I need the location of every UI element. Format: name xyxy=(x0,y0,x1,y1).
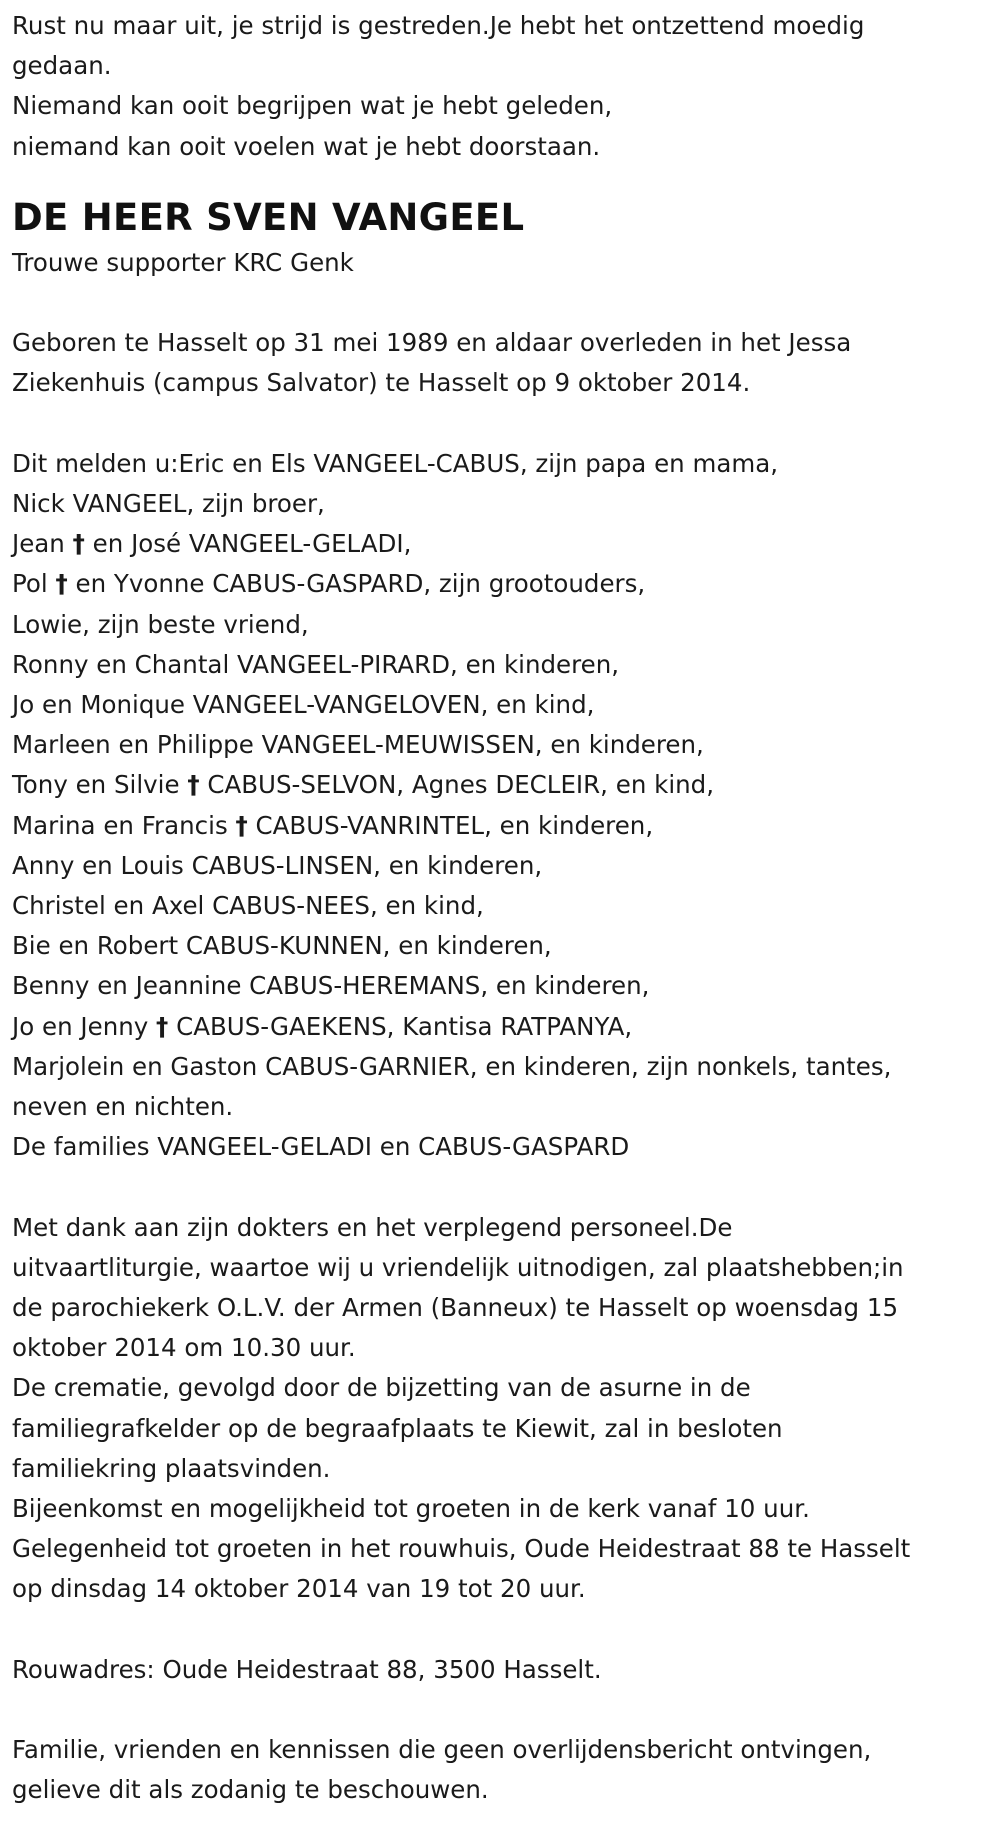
family-text: CABUS-GAEKENS, Kantisa RATPANYA, xyxy=(168,1011,633,1041)
closing-paragraph xyxy=(12,1730,996,1810)
poem-line: Niemand kan ooit begrijpen wat je hebt geleden, xyxy=(12,91,613,121)
family-line: Marjolein en Gaston CABUS-GARNIER, en kinderen, zijn nonkels, tantes, xyxy=(12,1051,892,1081)
deceased-name: DE HEER SVEN VANGEEL xyxy=(12,195,525,239)
family-line: Lowie, zijn beste vriend, xyxy=(12,609,309,639)
spacer xyxy=(12,404,996,444)
family-line: Bie en Robert CABUS-KUNNEN, en kinderen, xyxy=(12,931,552,961)
ceremony-paragraph xyxy=(12,1208,996,1610)
family-text: Jo en Jenny xyxy=(12,1011,157,1041)
ceremony-line: Met dank aan zijn dokters en het verplegend personeel.De xyxy=(12,1212,733,1242)
family-line: Anny en Louis CABUS-LINSEN, en kinderen, xyxy=(12,850,543,880)
deceased-subtitle: Trouwe supporter KRC Genk xyxy=(12,247,354,277)
cross-icon: † xyxy=(156,1011,169,1041)
cross-icon: † xyxy=(235,810,248,840)
closing-line: Familie, vrienden en kennissen die geen overlijdensbericht ontvingen, xyxy=(12,1735,872,1765)
family-line: Marleen en Philippe VANGEEL-MEUWISSEN, en kinderen, xyxy=(12,730,704,760)
family-line: neven en nichten. xyxy=(12,1092,234,1122)
family-text: Jean xyxy=(12,529,73,559)
ceremony-line: oktober 2014 om 10.30 uur. xyxy=(12,1333,356,1363)
ceremony-line: de parochiekerk O.L.V. der Armen (Banneux) te Hasselt op woensdag 15 xyxy=(12,1293,899,1323)
family-text: en Yvonne CABUS-GASPARD, zijn grootouders, xyxy=(67,569,646,599)
cross-icon: † xyxy=(72,529,85,559)
poem-line: gedaan. xyxy=(12,51,112,81)
family-line xyxy=(12,806,996,846)
family-line: Nick VANGEEL, zijn broer, xyxy=(12,489,325,518)
family-line: Benny en Jeannine CABUS-HEREMANS, en kinderen, xyxy=(12,971,650,1001)
cross-icon: † xyxy=(187,770,200,800)
birth-line: Ziekenhuis (campus Salvator) te Hasselt op 9 oktober 2014. xyxy=(12,368,751,398)
family-line: Dit melden u:Eric en Els VANGEEL-CABUS, zijn papa en mama, xyxy=(12,448,779,478)
family-line: De families VANGEEL-GELADI en CABUS-GASPARD xyxy=(12,1132,630,1162)
family-line xyxy=(12,524,996,564)
ceremony-line: De crematie, gevolgd door de bijzetting van de asurne in de xyxy=(12,1373,751,1403)
death-notice xyxy=(12,6,996,1811)
cross-icon: † xyxy=(55,569,68,599)
spacer xyxy=(12,1167,996,1207)
ceremony-line: Gelegenheid tot groeten in het rouwhuis, Oude Heidestraat 88 te Hasselt xyxy=(12,1534,911,1564)
family-line xyxy=(12,1007,996,1047)
family-text: Tony en Silvie xyxy=(12,770,188,800)
family-line xyxy=(12,765,996,805)
spacer xyxy=(12,1610,996,1650)
family-list xyxy=(12,444,996,1168)
ceremony-line: op dinsdag 14 oktober 2014 van 19 tot 20 uur. xyxy=(12,1574,586,1604)
family-text: CABUS-VANRINTEL, en kinderen, xyxy=(247,810,654,840)
family-text: Marina en Francis xyxy=(12,810,236,840)
mourning-address: Rouwadres: Oude Heidestraat 88, 3500 Hasselt. xyxy=(12,1654,602,1684)
family-text: Pol xyxy=(12,569,56,599)
poem-line: Rust nu maar uit, je strijd is gestreden.Je hebt het ontzettend moedig xyxy=(12,11,865,40)
family-text: en José VANGEEL-GELADI, xyxy=(84,529,412,559)
birth-line: Geboren te Hasselt op 31 mei 1989 en aldaar overleden in het Jessa xyxy=(12,328,852,358)
family-text: CABUS-SELVON, Agnes DECLEIR, en kind, xyxy=(199,770,714,800)
family-line: Christel en Axel CABUS-NEES, en kind, xyxy=(12,891,484,921)
family-line: Jo en Monique VANGEEL-VANGELOVEN, en kind, xyxy=(12,690,595,720)
ceremony-line: familiegrafkelder op de begraafplaats te Kiewit, zal in besloten xyxy=(12,1413,783,1443)
ceremony-line: uitvaartliturgie, waartoe wij u vriendelijk uitnodigen, zal plaatshebben;in xyxy=(12,1252,904,1282)
poem xyxy=(12,6,996,167)
poem-line: niemand kan ooit voelen wat je hebt doorstaan. xyxy=(12,131,601,161)
closing-line: gelieve dit als zodanig te beschouwen. xyxy=(12,1775,489,1805)
birth-death-paragraph xyxy=(12,323,996,403)
spacer xyxy=(12,283,996,323)
ceremony-line: Bijeenkomst en mogelijkheid tot groeten in de kerk vanaf 10 uur. xyxy=(12,1494,810,1524)
ceremony-line: familiekring plaatsvinden. xyxy=(12,1453,331,1483)
family-line xyxy=(12,564,996,604)
spacer xyxy=(12,1690,996,1730)
family-line: Ronny en Chantal VANGEEL-PIRARD, en kinderen, xyxy=(12,649,620,679)
